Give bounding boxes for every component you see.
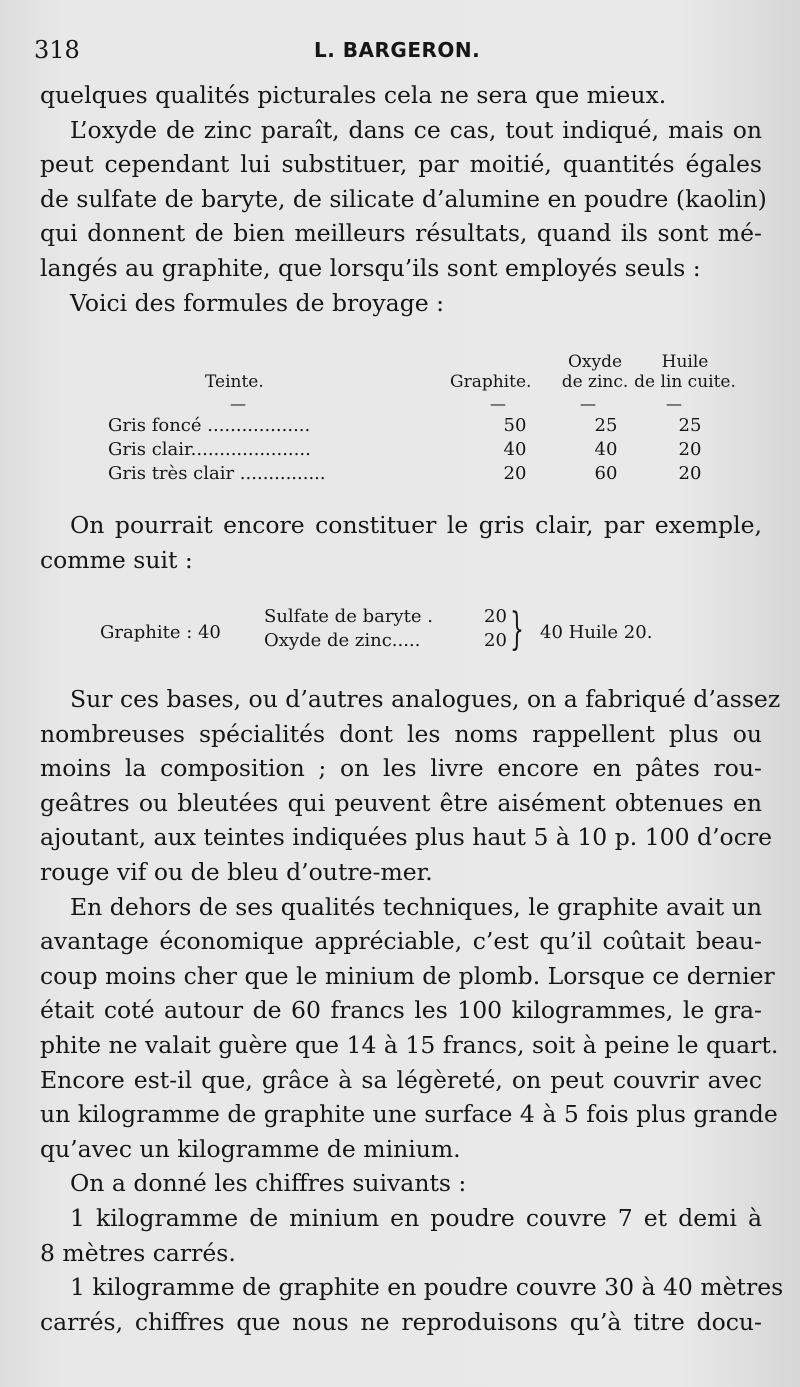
text-line: En dehors de ses qualités techniques, le graphite avait un xyxy=(70,892,762,921)
text-line: On pourrait encore constituer le gris clair, par exemple, xyxy=(70,511,762,539)
text-line: carrés, chiffres que nous ne reproduisons qu’à titre docu- xyxy=(40,1307,762,1336)
row-graphite: 50 xyxy=(503,415,527,436)
formula-top-item: Sulfate de baryte . xyxy=(264,606,433,627)
text-line: quelques qualités picturales cela ne sera que mieux. xyxy=(40,81,667,109)
text-line: Sur ces bases, ou d’autres analogues, on a fabriqué d’assez xyxy=(70,685,781,713)
brace-symbol: } xyxy=(510,604,524,655)
text-line: était coté autour de 60 francs les 100 kilogrammes, le gra- xyxy=(40,996,762,1025)
formula-bottom-item: Oxyde de zinc..... xyxy=(264,630,421,651)
text-line: qui donnent de bien meilleurs résultats, quand ils sont mé- xyxy=(40,219,762,248)
row-name: Gris clair..................... xyxy=(108,439,311,460)
text-line: peut cependant lui substituer, par moitié, quantités égales xyxy=(40,150,762,179)
row-oxyde: 60 xyxy=(594,463,618,484)
text-line: 1 kilogramme de minium en poudre couvre 7 et demi à xyxy=(70,1203,762,1232)
text-line: phite ne valait guère que 14 à 15 francs, soit à peine le quart. xyxy=(40,1030,779,1059)
column-header-huile-line1: Huile xyxy=(661,352,709,372)
row-huile: 25 xyxy=(678,415,702,436)
column-header-oxyde-line2: de zinc. xyxy=(561,372,629,392)
row-graphite: 40 xyxy=(503,439,527,460)
page-number: 318 xyxy=(34,36,80,64)
text-line: Encore est-il que, grâce à sa légèreté, on peut couvrir avec xyxy=(40,1065,762,1094)
text-line: L’oxyde de zinc paraît, dans ce cas, tout indiqué, mais on xyxy=(70,115,762,144)
text-line: moins la composition ; on les livre encore en pâtes rou- xyxy=(40,754,762,783)
row-huile: 20 xyxy=(678,463,702,484)
paragraph-block-example xyxy=(40,508,762,577)
text-line: geâtres ou bleutées qui peuvent être aisément obtenues en xyxy=(40,788,762,817)
column-header-oxyde-line1: Oxyde xyxy=(567,352,623,372)
formula-total: 40 Huile 20. xyxy=(540,622,653,643)
row-oxyde: 25 xyxy=(594,415,618,436)
table-row xyxy=(108,463,748,487)
table-row xyxy=(108,415,748,439)
formula-gris-clair xyxy=(100,606,720,666)
text-line: rouge vif ou de bleu d’outre-mer. xyxy=(40,857,433,886)
row-graphite: 20 xyxy=(503,463,527,484)
text-line: 8 mètres carrés. xyxy=(40,1238,236,1267)
text-line: ajoutant, aux teintes indiquées plus haut 5 à 10 p. 100 d’ocre xyxy=(40,823,772,852)
text-line: qu’avec un kilogramme de minium. xyxy=(40,1134,461,1163)
header-dash: — xyxy=(666,394,682,413)
column-header-huile-line2: de lin cuite. xyxy=(634,372,736,392)
text-line: de sulfate de baryte, de silicate d’alumine en poudre (kaolin) xyxy=(40,184,767,213)
column-header-teinte: Teinte. xyxy=(205,372,264,392)
paragraph-block-main xyxy=(40,682,784,1339)
text-line: nombreuses spécialités dont les noms rappellent plus ou xyxy=(40,719,762,748)
formula-lead: Graphite : 40 xyxy=(100,622,221,643)
header-dash: — xyxy=(580,394,596,413)
row-huile: 20 xyxy=(678,439,702,460)
row-name: Gris foncé .................. xyxy=(108,415,311,436)
text-line: langés au graphite, que lorsqu’ils sont employés seuls : xyxy=(40,253,701,282)
column-header-graphite: Graphite. xyxy=(450,372,532,392)
header-dash: — xyxy=(230,394,246,413)
column-header-huile xyxy=(630,352,740,392)
text-line: coup moins cher que le minium de plomb. Lorsque ce dernier xyxy=(40,961,775,990)
header-dash: — xyxy=(490,394,506,413)
text-line: Voici des formules de broyage : xyxy=(70,288,445,317)
row-oxyde: 40 xyxy=(594,439,618,460)
text-line: On a donné les chiffres suivants : xyxy=(70,1169,467,1198)
table-row xyxy=(108,439,748,463)
running-head: L. BARGERON. xyxy=(314,38,481,62)
row-name: Gris très clair ............... xyxy=(108,463,326,484)
formula-bottom-value: 20 xyxy=(484,630,507,651)
paragraph-block-intro xyxy=(40,78,767,320)
page-header xyxy=(34,30,754,70)
formula-top-value: 20 xyxy=(484,606,507,627)
text-line: un kilogramme de graphite une surface 4 à 5 fois plus grande xyxy=(40,1100,778,1129)
text-line: 1 kilogramme de graphite en poudre couvre 30 à 40 mètres xyxy=(70,1273,784,1302)
formula-table xyxy=(40,352,762,492)
text-line: avantage économique appréciable, c’est qu’il coûtait beau- xyxy=(40,927,762,956)
text-line: comme suit : xyxy=(40,545,193,574)
